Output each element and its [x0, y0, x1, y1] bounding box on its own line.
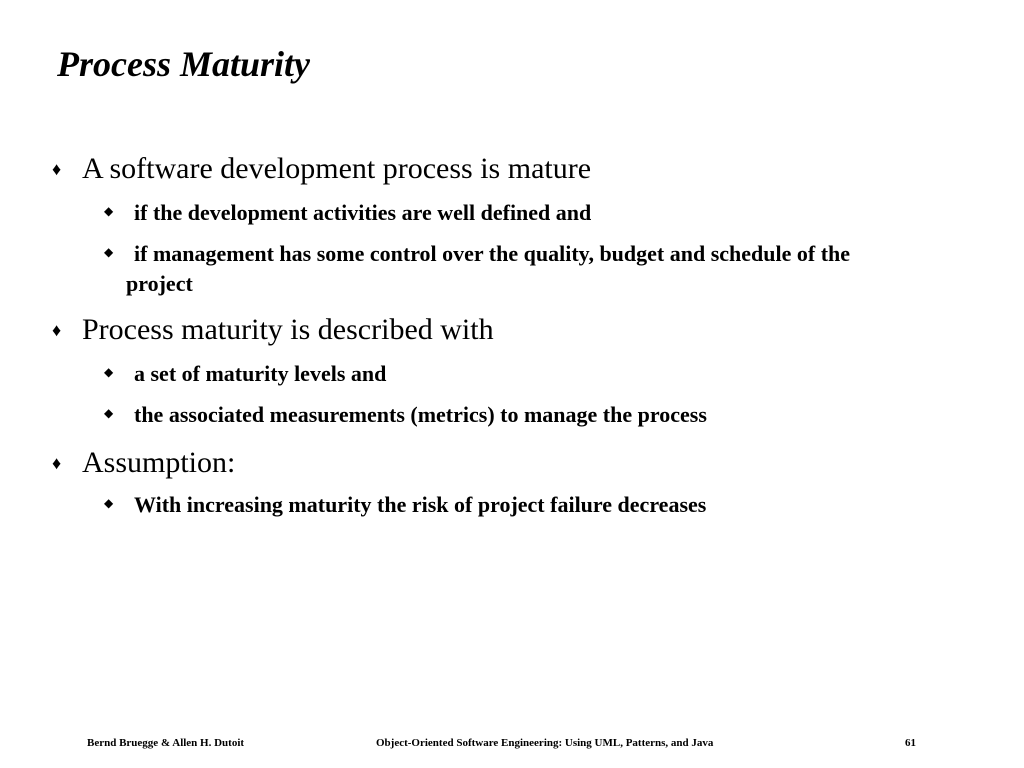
page-number: 61	[905, 737, 916, 749]
diamond-bullet-icon: ♦	[52, 453, 62, 473]
diamond-sub-bullet-icon: ◆	[104, 496, 114, 510]
bullet-text: A software development process is mature	[82, 152, 592, 185]
diamond-sub-bullet-icon: ◆	[104, 406, 114, 420]
sub-bullet-text: if the development activities are well defined and	[134, 200, 592, 225]
diamond-sub-bullet-icon: ◆	[104, 204, 114, 218]
bullet-text: Assumption:	[82, 446, 236, 479]
sub-bullet-text: if management has some control over the quality, budget and schedule of the project	[126, 241, 851, 296]
sub-bullet-text: With increasing maturity the risk of project failure decreases	[134, 492, 707, 517]
footer-book-title: Object-Oriented Software Engineering: Using UML, Patterns, and Java	[376, 737, 714, 749]
slide-title: Process Maturity	[57, 44, 311, 84]
diamond-sub-bullet-icon: ◆	[104, 245, 114, 259]
sub-bullet-text: a set of maturity levels and	[134, 361, 387, 386]
sub-bullet-text: the associated measurements (metrics) to manage the process	[134, 402, 707, 427]
footer-authors: Bernd Bruegge & Allen H. Dutoit	[87, 737, 245, 749]
diamond-bullet-icon: ♦	[52, 159, 62, 179]
bullet-text: Process maturity is described with	[82, 313, 494, 346]
diamond-bullet-icon: ♦	[52, 320, 62, 340]
diamond-sub-bullet-icon: ◆	[104, 365, 114, 379]
